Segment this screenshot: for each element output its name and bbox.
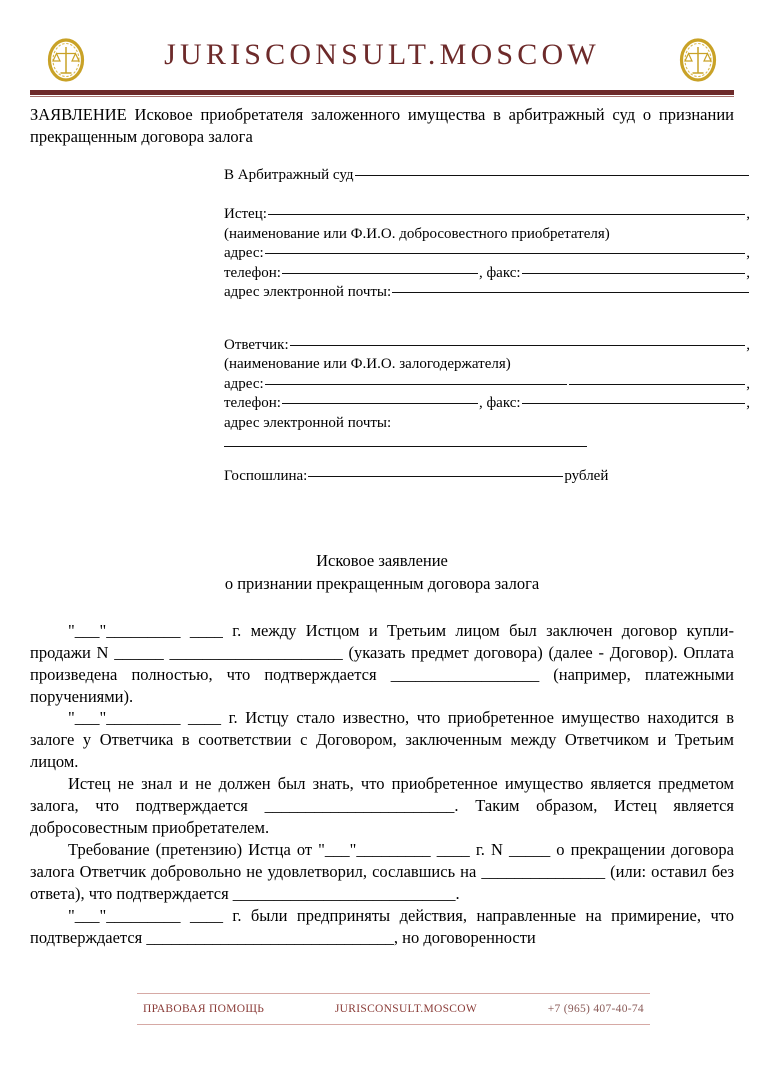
respondent-phone-label: телефон:: [224, 395, 281, 412]
header-divider-thick: [30, 90, 734, 95]
plaintiff-name-row: [224, 205, 750, 225]
plaintiff-fax-label: , факс:: [478, 264, 521, 281]
plaintiff-name-input-line[interactable]: [268, 214, 745, 215]
body-paragraph-2: "___"_________ ____ г. Истцу стало известно, что приобретенное имущество находится в залоге у Ответчика в соответствии с Договором, заключенным между Ответчиком и Третьим лицом.: [30, 708, 734, 772]
body-paragraph-3: Истец не знал и не должен был знать, что приобретенное имущество является предметом залога, что подтверждается _______________________. Таким образом, Истец является добросовестным приобретателем.: [30, 774, 734, 838]
plaintiff-fax-input-line[interactable]: [522, 273, 746, 274]
document-title: ЗАЯВЛЕНИЕ Исковое приобретателя заложенного имущества в арбитражный суд о признании прекращенным договора залога: [30, 105, 734, 146]
respondent-address-row: [224, 375, 750, 395]
body-paragraph-5: "___"_________ ____ г. были предприняты действия, направленные на примирение, что подтверждается ______________________________, но договоренности: [30, 905, 734, 947]
header-divider-thin: [30, 96, 734, 97]
respondent-address-input-line[interactable]: [265, 384, 568, 385]
footer-content: [137, 994, 650, 1024]
respondent-email-row: [224, 414, 750, 434]
spacer: [224, 303, 750, 323]
page-footer: [137, 993, 650, 1025]
footer-tagline: ПРАВОВАЯ ПОМОЩЬ: [143, 1003, 265, 1015]
plaintiff-note: (наименование или Ф.И.О. добросовестного приобретателя): [224, 225, 610, 242]
respondent-phone-fax-row: [224, 394, 750, 414]
plaintiff-phone-label: телефон:: [224, 264, 281, 281]
plaintiff-email-input-line[interactable]: [392, 292, 749, 293]
state-fee-row: [224, 467, 750, 487]
claim-heading-line-2: о признании прекращенным договора залога: [224, 574, 540, 594]
respondent-fax-label: , факс:: [478, 395, 521, 412]
plaintiff-email-label: адрес электронной почты:: [224, 284, 392, 301]
plaintiff-address-input-line[interactable]: [265, 253, 746, 254]
plaintiff-phone-input-line[interactable]: [282, 273, 478, 274]
plaintiff-address-row: [224, 244, 750, 264]
spacer: [224, 447, 750, 467]
claim-heading: [0, 549, 764, 596]
body-copy: [30, 620, 734, 949]
respondent-fax-input-line[interactable]: [522, 403, 746, 404]
respondent-email-label: адрес электронной почты:: [224, 414, 392, 431]
body-paragraph-1: "___"_________ ____ г. между Истцом и Третьим лицом был заключен договор купли-продажи N ______ _____________________ (указать предмет договора) (далее - Договор). Оплата произведена полностью, что подтверждается __________________ (например, платежными поручениями).: [30, 620, 734, 706]
court-input-line[interactable]: [355, 175, 749, 176]
plaintiff-address-label: адрес:: [224, 245, 264, 262]
requisites-block: [224, 166, 750, 487]
court-field-row: [224, 166, 750, 186]
spacer: [224, 185, 750, 205]
plaintiff-fax-comma: ,: [746, 264, 750, 281]
respondent-label: Ответчик:: [224, 336, 289, 353]
footer-rule-bottom: [137, 1024, 650, 1025]
respondent-name-comma: ,: [746, 336, 750, 353]
plaintiff-label: Истец:: [224, 206, 267, 223]
state-fee-input-line[interactable]: [308, 476, 563, 477]
respondent-phone-input-line[interactable]: [282, 403, 478, 404]
respondent-name-input-line[interactable]: [290, 345, 746, 346]
respondent-fax-comma: ,: [746, 395, 750, 412]
brand-title: JURISCONSULT.MOSCOW: [164, 38, 600, 71]
respondent-address-input-line-2[interactable]: [569, 384, 745, 385]
respondent-address-comma: ,: [746, 375, 750, 392]
footer-phone: +7 (965) 407-40-74: [547, 1003, 644, 1015]
respondent-address-label: адрес:: [224, 375, 264, 392]
respondent-name-row: [224, 336, 750, 356]
body-paragraph-4: Требование (претензию) Истца от "___"_________ ____ г. N _____ о прекращении договора залога Ответчик добровольно не удовлетворил, сославшись на _______________ (или: оставил без ответа), что подтверждается ___________________________.: [30, 840, 734, 903]
footer-site: JURISCONSULT.MOSCOW: [334, 1003, 478, 1015]
respondent-note: (наименование или Ф.И.О. залогодержателя): [224, 356, 511, 373]
spacer: [224, 323, 750, 336]
state-fee-label: Госпошлина:: [224, 468, 308, 485]
plaintiff-email-row: [224, 283, 750, 303]
plaintiff-name-comma: ,: [746, 206, 750, 223]
page-header: [30, 36, 734, 90]
state-fee-unit: рублей: [564, 468, 609, 485]
scales-of-justice-wreath-icon: [676, 36, 720, 84]
header-divider: [30, 90, 734, 97]
plaintiff-address-comma: ,: [746, 245, 750, 262]
court-label: В Арбитражный суд: [224, 166, 354, 183]
plaintiff-phone-fax-row: [224, 264, 750, 284]
claim-heading-line-1: Исковое заявление: [316, 550, 448, 570]
